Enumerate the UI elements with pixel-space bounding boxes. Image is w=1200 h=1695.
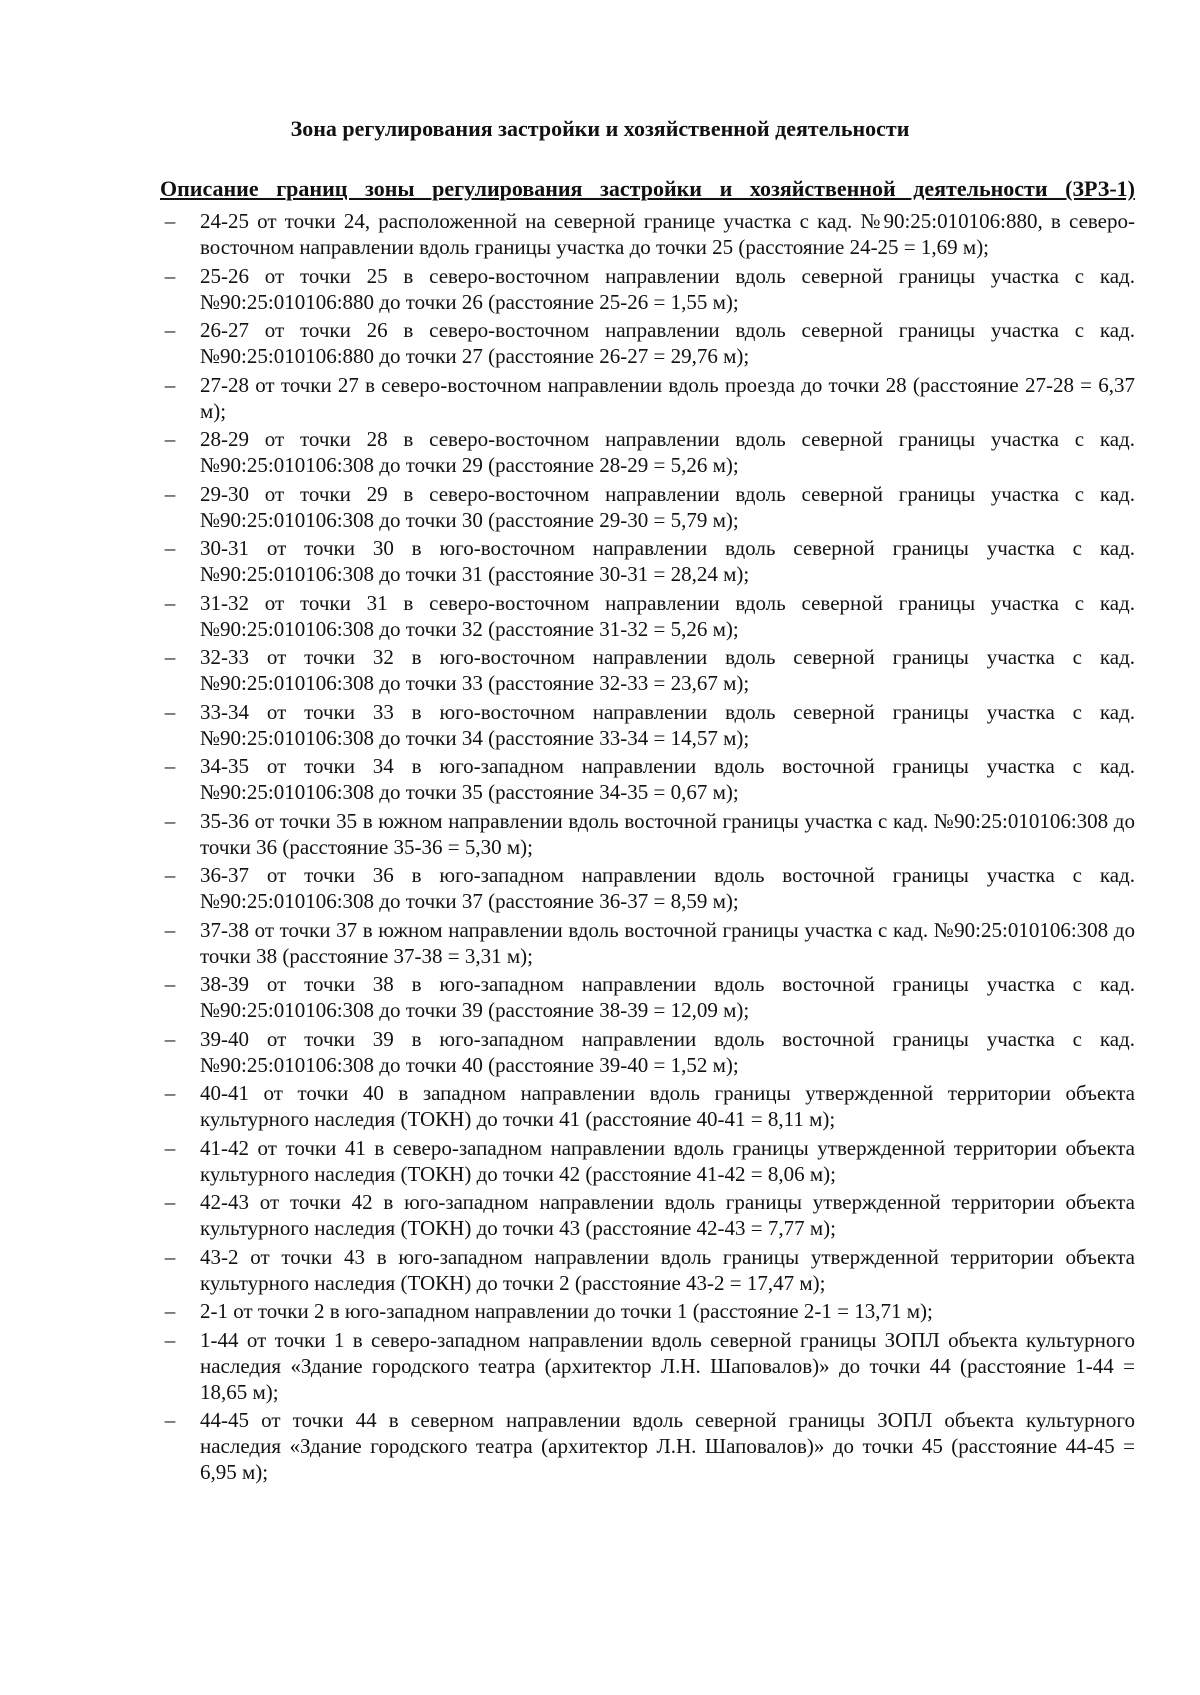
dash-bullet: – xyxy=(164,209,176,233)
list-item xyxy=(160,1135,1135,1187)
dash-bullet: – xyxy=(164,972,176,996)
list-item-text: 37-38 от точки 37 в южном направлении вдоль восточной границы участка с кад. №90:25:010106:308 до точки 38 (расстояние 37-38 = 3,31 м); xyxy=(200,917,1135,968)
dash-bullet: – xyxy=(164,1190,176,1214)
list-item-text: 30-31 от точки 30 в юго-восточном направлении вдоль северной границы участка с кад. №90:25:010106:308 до точки 31 (расстояние 30-31 = 28,24 м); xyxy=(200,536,1135,586)
dash-bullet: – xyxy=(164,1135,176,1160)
list-item xyxy=(160,535,1135,587)
list-item-text: 29-30 от точки 29 в северо-восточном направлении вдоль северной границы участка с кад. №90:25:010106:308 до точки 30 (расстояние 29-30 = 5,79 м); xyxy=(200,481,1135,532)
dash-bullet: – xyxy=(164,481,176,506)
list-item-text: 31-32 от точки 31 в северо-восточном направлении вдоль северной границы участка с кад. №90:25:010106:308 до точки 32 (расстояние 31-32 = 5,26 м); xyxy=(200,590,1135,641)
list-item xyxy=(160,644,1135,696)
list-item xyxy=(160,1298,1135,1324)
list-item xyxy=(160,699,1135,751)
dash-bullet: – xyxy=(164,590,176,615)
dash-bullet: – xyxy=(164,1299,176,1323)
list-item xyxy=(160,481,1135,533)
list-item xyxy=(160,917,1135,969)
list-item-text: 38-39 от точки 38 в юго-западном направлении вдоль восточной границы участка с кад. №90:25:010106:308 до точки 39 (расстояние 38-39 = 12,09 м); xyxy=(200,972,1135,1022)
dash-bullet: – xyxy=(164,917,176,942)
dash-bullet: – xyxy=(164,808,176,833)
list-item xyxy=(160,1244,1135,1296)
list-item-text: 24-25 от точки 24, расположенной на северной границе участка с кад. №90:25:010106:880, в северо-восточном направлении вдоль границы участка до точки 25 (расстояние 24-25 = 1,69 м); xyxy=(200,209,1135,259)
list-item-text: 39-40 от точки 39 в юго-западном направлении вдоль восточной границы участка с кад. №90:25:010106:308 до точки 40 (расстояние 39-40 = 1,52 м); xyxy=(200,1026,1135,1077)
dash-bullet: – xyxy=(164,699,176,724)
dash-bullet: – xyxy=(164,863,176,887)
dash-bullet: – xyxy=(164,1026,176,1051)
list-item xyxy=(160,372,1135,424)
list-item xyxy=(160,1026,1135,1078)
list-item-text: 40-41 от точки 40 в западном направлении вдоль границы утвержденной территории объекта культурного наследия (ТОКН) до точки 41 (расстояние 40-41 = 8,11 м); xyxy=(200,1081,1135,1131)
list-item xyxy=(160,1080,1135,1132)
dash-bullet: – xyxy=(164,1408,176,1432)
dash-bullet: – xyxy=(164,1244,176,1269)
dash-bullet: – xyxy=(164,754,176,778)
list-item xyxy=(160,1407,1135,1485)
list-item xyxy=(160,590,1135,642)
dash-bullet: – xyxy=(164,645,176,669)
dash-bullet: – xyxy=(164,263,176,288)
list-item-text: 25-26 от точки 25 в северо-восточном направлении вдоль северной границы участка с кад. №90:25:010106:880 до точки 26 (расстояние 25-26 = 1,55 м); xyxy=(200,263,1135,314)
document-title: Зона регулирования застройки и хозяйственной деятельности xyxy=(290,116,910,141)
list-item xyxy=(160,753,1135,805)
list-item xyxy=(160,808,1135,860)
list-item xyxy=(160,317,1135,369)
list-item-text: 35-36 от точки 35 в южном направлении вдоль восточной границы участка с кад. №90:25:010106:308 до точки 36 (расстояние 35-36 = 5,30 м); xyxy=(200,808,1135,859)
list-item-text: 26-27 от точки 26 в северо-восточном направлении вдоль северной границы участка с кад. №90:25:010106:880 до точки 27 (расстояние 26-27 = 29,76 м); xyxy=(200,318,1135,368)
dash-bullet: – xyxy=(164,427,176,451)
list-item-text: 27-28 от точки 27 в северо-восточном направлении вдоль проезда до точки 28 (расстояние 27-28 = 6,37 м); xyxy=(200,372,1135,423)
list-item xyxy=(160,862,1135,914)
dash-bullet: – xyxy=(164,372,176,397)
list-item-text: 2-1 от точки 2 в юго-западном направлении до точки 1 (расстояние 2-1 = 13,71 м); xyxy=(200,1299,933,1323)
section-title: Описание границ зоны регулирования застройки и хозяйственной деятельности (ЗРЗ-1) xyxy=(160,176,1135,201)
dash-bullet: – xyxy=(164,1327,176,1352)
list-item xyxy=(160,971,1135,1023)
boundary-description-list xyxy=(160,208,1135,1488)
list-item xyxy=(160,1189,1135,1241)
list-item xyxy=(160,1327,1135,1405)
list-item-text: 32-33 от точки 32 в юго-восточном направлении вдоль северной границы участка с кад. №90:25:010106:308 до точки 33 (расстояние 32-33 = 23,67 м); xyxy=(200,645,1135,695)
list-item-text: 43-2 от точки 43 в юго-западном направлении вдоль границы утвержденной территории объекта культурного наследия (ТОКН) до точки 2 (расстояние 43-2 = 17,47 м); xyxy=(200,1244,1135,1295)
dash-bullet: – xyxy=(164,1081,176,1105)
list-item-text: 41-42 от точки 41 в северо-западном направлении вдоль границы утвержденной территории объекта культурного наследия (ТОКН) до точки 42 (расстояние 41-42 = 8,06 м); xyxy=(200,1135,1135,1186)
list-item xyxy=(160,263,1135,315)
list-item xyxy=(160,208,1135,260)
list-item-text: 33-34 от точки 33 в юго-восточном направлении вдоль северной границы участка с кад. №90:25:010106:308 до точки 34 (расстояние 33-34 = 14,57 м); xyxy=(200,699,1135,750)
list-item-text: 36-37 от точки 36 в юго-западном направлении вдоль восточной границы участка с кад. №90:25:010106:308 до точки 37 (расстояние 36-37 = 8,59 м); xyxy=(200,863,1135,913)
dash-bullet: – xyxy=(164,536,176,560)
list-item xyxy=(160,426,1135,478)
list-item-text: 44-45 от точки 44 в северном направлении вдоль северной границы ЗОПЛ объекта культурного наследия «Здание городского театра (архитектор Л.Н. Шаповалов)» до точки 45 (расстояние 44-45 = 6,95 м); xyxy=(200,1408,1135,1484)
list-item-text: 42-43 от точки 42 в юго-западном направлении вдоль границы утвержденной территории объекта культурного наследия (ТОКН) до точки 43 (расстояние 42-43 = 7,77 м); xyxy=(200,1190,1135,1240)
list-item-text: 1-44 от точки 1 в северо-западном направлении вдоль северной границы ЗОПЛ объекта культурного наследия «Здание городского театра (архитектор Л.Н. Шаповалов)» до точки 44 (расстояние 1-44 = 18,65 м); xyxy=(200,1327,1135,1404)
list-item-text: 28-29 от точки 28 в северо-восточном направлении вдоль северной границы участка с кад. №90:25:010106:308 до точки 29 (расстояние 28-29 = 5,26 м); xyxy=(200,427,1135,477)
list-item-text: 34-35 от точки 34 в юго-западном направлении вдоль восточной границы участка с кад. №90:25:010106:308 до точки 35 (расстояние 34-35 = 0,67 м); xyxy=(200,754,1135,804)
dash-bullet: – xyxy=(164,318,176,342)
